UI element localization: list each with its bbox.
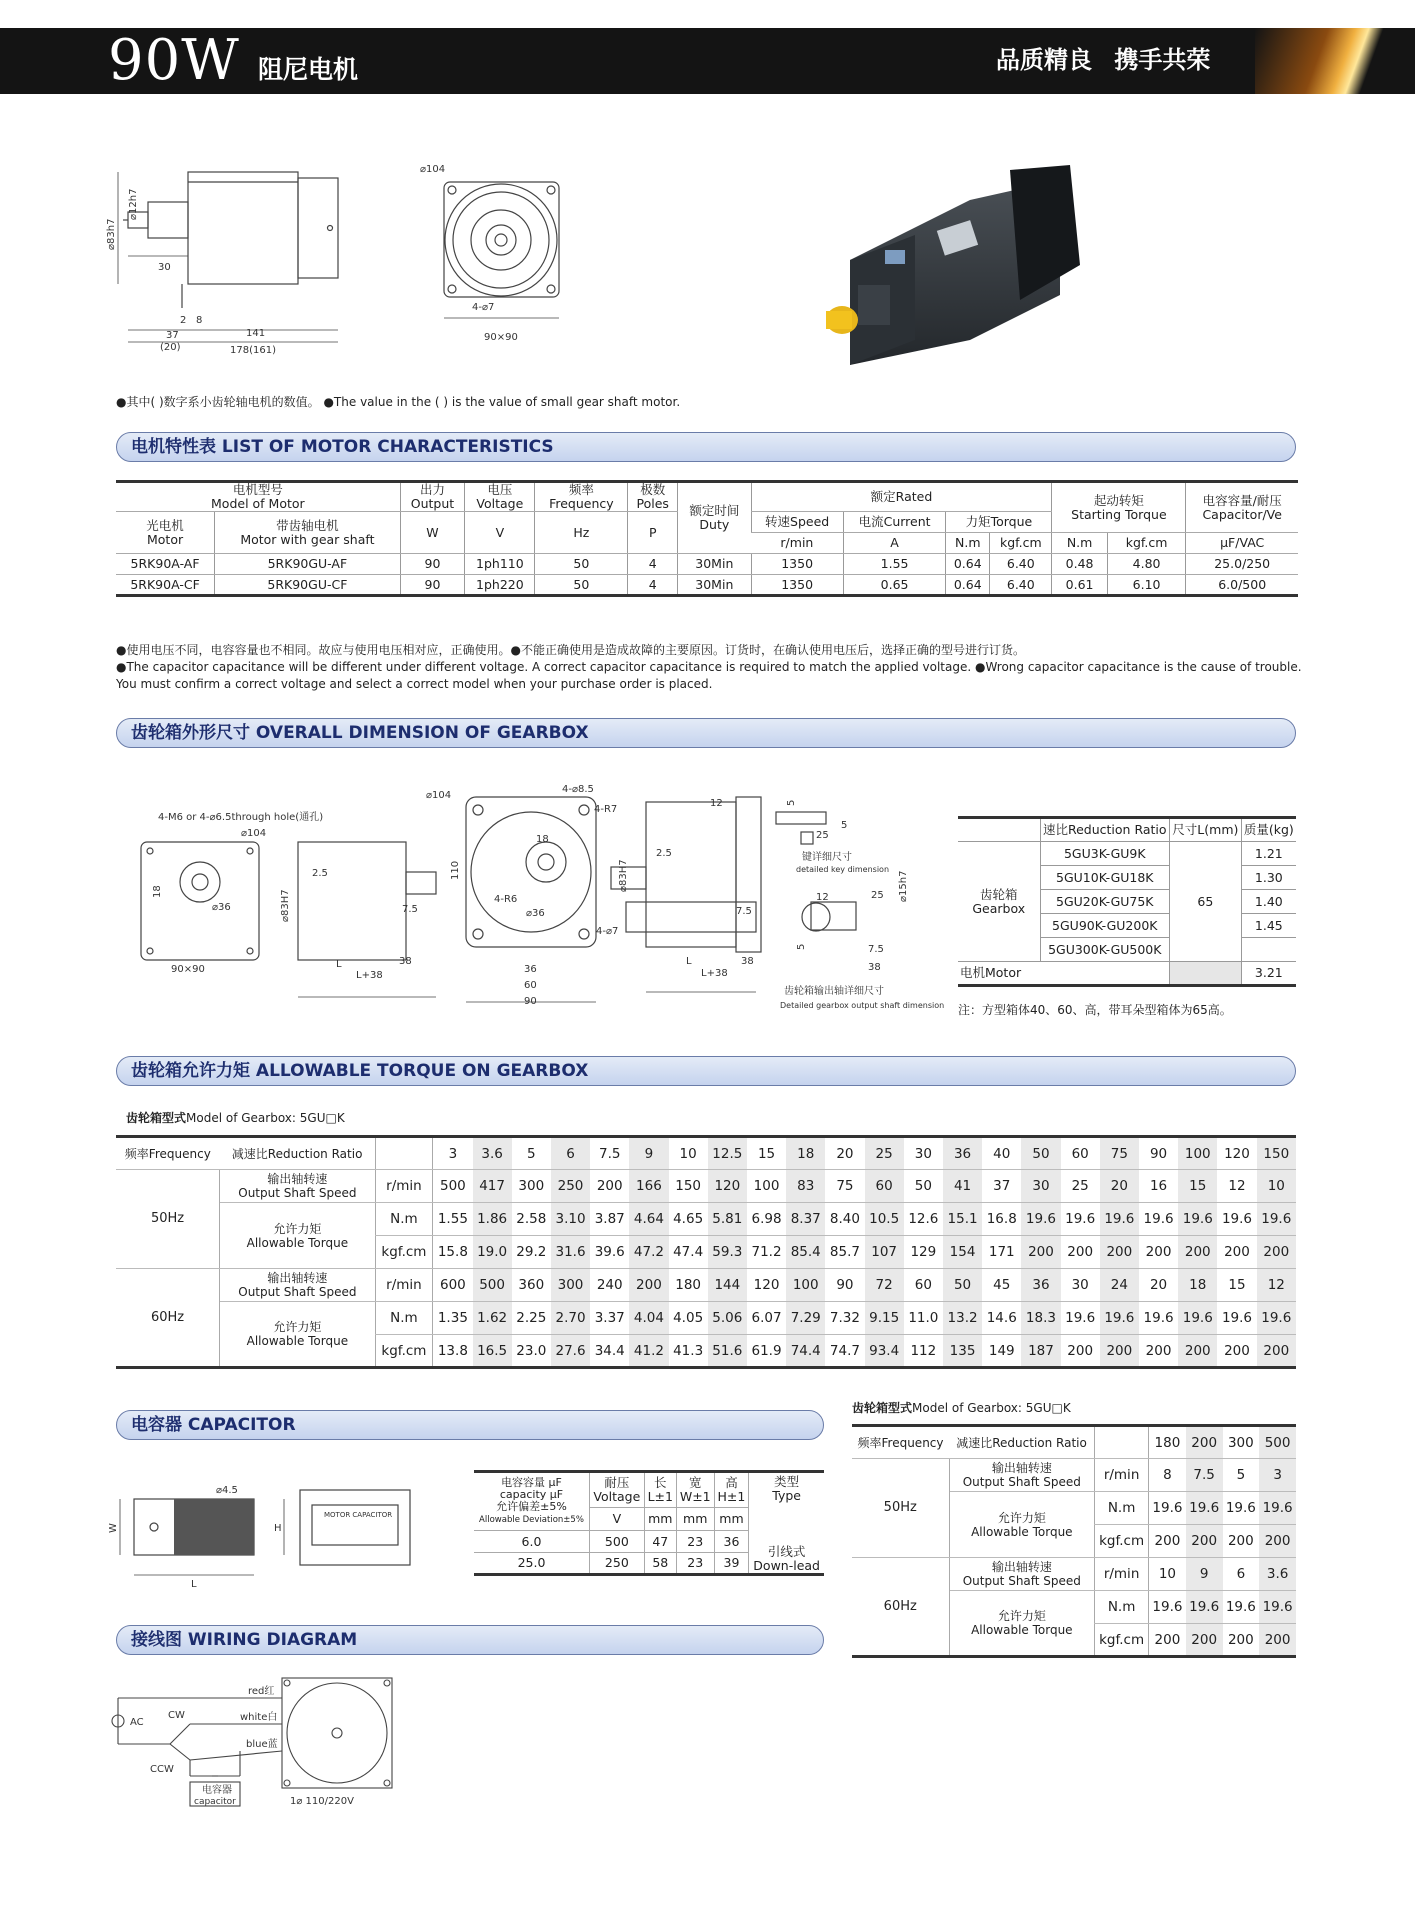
- wiring-diagram: [110, 1676, 400, 1816]
- torque-value-cell: 9.15: [865, 1302, 904, 1335]
- motor-dim-shaft: ⌀83h7: [106, 218, 117, 250]
- note-voltage-en1: ●The capacitor capacitance will be different under different voltage. A correct capacitor capacitance is required to match the applied voltage. ●Wrong capacitor capacitance is the cause of trouble.: [116, 660, 1302, 674]
- ratio-header-cell: 3: [433, 1137, 473, 1170]
- torque-value-cell: 4.04: [629, 1302, 668, 1335]
- motor-dim-141: 141: [246, 328, 266, 339]
- svg-text:25: 25: [816, 830, 829, 841]
- torque-value-cell: 60: [865, 1170, 904, 1203]
- torque-value-cell: 16.8: [982, 1203, 1021, 1236]
- torque-value-cell: 107: [865, 1236, 904, 1269]
- torque-value-cell: 18: [1178, 1269, 1217, 1302]
- svg-text:18: 18: [536, 834, 549, 845]
- svg-text:7.5: 7.5: [868, 944, 884, 955]
- ratio-header-cell: 100: [1178, 1137, 1217, 1170]
- motor-side-drawing: [108, 160, 398, 360]
- header-flare-decoration: [1255, 28, 1415, 94]
- torque-value-cell: 19.6: [1139, 1203, 1178, 1236]
- torque-value-cell: 300: [551, 1269, 590, 1302]
- torque-value-cell: 12: [1217, 1170, 1256, 1203]
- svg-text:18: 18: [152, 885, 163, 898]
- svg-text:⌀83H7: ⌀83H7: [280, 889, 291, 922]
- ratio-header-cell: 180: [1149, 1426, 1186, 1459]
- torque-value-cell: 50: [904, 1170, 943, 1203]
- torque-value-cell: 200: [590, 1170, 629, 1203]
- svg-text:5: 5: [786, 799, 797, 806]
- torque-value-cell: 6: [1223, 1558, 1260, 1591]
- torque-value-cell: 23.0: [512, 1335, 551, 1368]
- svg-text:12: 12: [816, 892, 829, 903]
- motor-product-photo: [810, 165, 1095, 390]
- svg-text:38: 38: [741, 956, 754, 967]
- svg-text:4-R7: 4-R7: [594, 804, 618, 815]
- torque-model-label: 齿轮箱型式Model of Gearbox: 5GU□K: [126, 1111, 345, 1125]
- svg-text:CCW: CCW: [150, 1764, 174, 1775]
- ratio-header-cell: 20: [825, 1137, 864, 1170]
- torque-value-cell: 2.25: [512, 1302, 551, 1335]
- torque-value-cell: 3.87: [590, 1203, 629, 1236]
- torque-value-cell: 10.5: [865, 1203, 904, 1236]
- torque-value-cell: 200: [1259, 1624, 1296, 1657]
- torque-value-cell: 30: [1021, 1170, 1060, 1203]
- torque-table: 频率Frequency 减速比Reduction Ratio 3 3.6 5 6 7.5 9 10 12.5 15 18 20 25 30 36 40 50 60 75 90 100 120 150 50Hz 输出轴转速 Output Shaft Speed r/min 500 417 300 250 200 166 150 120 100 83 75 60 50 41 37 30 25 20 16 15 12 10 允许力矩 Allowable Torque N.m 1.55 1.86 2.58 3.10 3.87 4.64 4.65 5.81 6.98 8.37 8.40 10.5 12.6 15.1 16.8 19.6 19.6 19.6 19.6 19.6 19.6 19.6 kgf.cm 15.8 19.0 29.2 31.6 39.6 47.2 47.4 59.3 71.2 85.4 85.7 107 129 154 171 200 200 200 200 200 200 200 60Hz 输出轴转速 Output Shaft Speed r/min 600 500 360 300 240 200 180 144 120 100 90 72 60 50 45 36 30 24 20 18 15 12 允许力矩 Allowable Torque N.m 1.35 1.62 2.25 2.70 3.37 4.04 4.05 5.06 6.07 7.29 7.32 9.15 11.0 13.2 14.6 18.3 19.6 19.6 19.6 19.6 19.6 19.6 kgf.cm 13.8 16.5 23.0 27.6 34.4 41.2 41.3 51.6 61.9 74.4 74.7 93.4 112 135 149 187 200 200 200 200 200 200: [116, 1135, 1296, 1369]
- torque-value-cell: 120: [747, 1269, 786, 1302]
- svg-text:H: H: [274, 1523, 282, 1534]
- svg-text:4-R6: 4-R6: [494, 894, 518, 905]
- torque-value-cell: 200: [1061, 1335, 1100, 1368]
- torque-value-cell: 200: [1217, 1335, 1256, 1368]
- torque-value-cell: 6.98: [747, 1203, 786, 1236]
- header-title-big: 90W: [108, 28, 240, 93]
- svg-text:⌀83H7: ⌀83H7: [618, 859, 629, 892]
- torque-value-cell: 13.8: [433, 1335, 473, 1368]
- torque-value-cell: 200: [1139, 1335, 1178, 1368]
- torque-value-cell: 200: [1257, 1335, 1296, 1368]
- ratio-header-cell: 50: [1021, 1137, 1060, 1170]
- torque-value-cell: 1.86: [473, 1203, 512, 1236]
- svg-text:MOTOR CAPACITOR: MOTOR CAPACITOR: [324, 1511, 393, 1519]
- torque-value-cell: 3: [1259, 1459, 1296, 1492]
- torque-value-cell: 1.62: [473, 1302, 512, 1335]
- torque-value-cell: 83: [786, 1170, 825, 1203]
- svg-text:键详细尺寸: 键详细尺寸: [802, 852, 852, 863]
- motor-dim-37: 37: [166, 330, 179, 341]
- torque-value-cell: 25: [1061, 1170, 1100, 1203]
- svg-text:90×90: 90×90: [171, 964, 205, 975]
- ratio-header-cell: 120: [1217, 1137, 1256, 1170]
- torque-value-cell: 37: [982, 1170, 1021, 1203]
- note-voltage-en2: You must confirm a correct voltage and select a correct model when your purchase order is placed.: [116, 677, 713, 691]
- svg-text:L+38: L+38: [701, 968, 728, 979]
- page-header: [0, 28, 1415, 94]
- svg-text:25: 25: [871, 890, 884, 901]
- torque-value-cell: 120: [708, 1170, 747, 1203]
- svg-text:5: 5: [796, 943, 807, 950]
- ratio-header-cell: 12.5: [708, 1137, 747, 1170]
- torque-value-cell: 29.2: [512, 1236, 551, 1269]
- torque-value-cell: 50: [943, 1269, 982, 1302]
- torque-value-cell: 200: [1186, 1525, 1223, 1558]
- torque-value-cell: 18.3: [1021, 1302, 1060, 1335]
- svg-text:38: 38: [868, 962, 881, 973]
- svg-text:⌀104: ⌀104: [426, 790, 452, 801]
- torque-value-cell: 8.37: [786, 1203, 825, 1236]
- capacitor-drawing: [108, 1475, 436, 1595]
- torque-value-cell: 19.0: [473, 1236, 512, 1269]
- svg-text:电容器: 电容器: [202, 1785, 232, 1796]
- torque-value-cell: 19.6: [1149, 1591, 1186, 1624]
- torque-value-cell: 24: [1100, 1269, 1139, 1302]
- torque-value-cell: 19.6: [1149, 1492, 1186, 1525]
- torque-value-cell: 171: [982, 1236, 1021, 1269]
- torque-value-cell: 5.81: [708, 1203, 747, 1236]
- torque-value-cell: 19.6: [1259, 1591, 1296, 1624]
- torque-value-cell: 200: [1259, 1525, 1296, 1558]
- torque-value-cell: 75: [825, 1170, 864, 1203]
- svg-text:60: 60: [524, 980, 537, 991]
- torque-value-cell: 200: [629, 1269, 668, 1302]
- torque-value-cell: 417: [473, 1170, 512, 1203]
- torque-value-cell: 51.6: [708, 1335, 747, 1368]
- torque-value-cell: 8: [1149, 1459, 1186, 1492]
- torque-value-cell: 200: [1178, 1236, 1217, 1269]
- capacitor-table: 电容容量 μF capacity μF 允许偏差±5% Allowable Deviation±5% 耐压 Voltage 长 L±1 宽 W±1 高 H±1 类型 Type 引线式 Down-lead V mm mm mm 6.0 500 47 23 36 25.0 250 58 23 39: [474, 1470, 824, 1576]
- torque-value-cell: 45: [982, 1269, 1021, 1302]
- torque-value-cell: 200: [1021, 1236, 1060, 1269]
- ratio-header-cell: 9: [629, 1137, 668, 1170]
- torque-value-cell: 7.32: [825, 1302, 864, 1335]
- ratio-header-cell: 150: [1257, 1137, 1296, 1170]
- torque-value-cell: 19.6: [1257, 1302, 1296, 1335]
- svg-text:detailed key dimension: detailed key dimension: [796, 865, 890, 874]
- rated-header: 额定Rated: [751, 482, 1052, 512]
- torque-value-cell: 2.70: [551, 1302, 590, 1335]
- svg-text:blue蓝: blue蓝: [246, 1739, 278, 1750]
- motor-front-dim-holes: 4-⌀7: [472, 302, 495, 313]
- motor-characteristics-table: 电机型号 Model of Motor 出力 Output 电压 Voltage 频率 Frequency 极数 Poles 额定时间 Duty 额定Rated 起动转矩 Starting Torque 电容容量/耐压 Capacitor/Ve 光电机 Motor 带齿轴电机 Motor with gear shaft W V Hz P 转速Speed 电流Current 力矩Torque r/min A N.m kgf.cm N.m kgf.cm μF/VAC 5RK90A-AF 5RK90GU-AF 90 1ph110 50 4 30Min 1350 1.55 0.64 6.40 0.48 4.80 25.0/250 5RK90A-CF 5RK90GU-CF 90 1ph220 50 4 30Min 1350 0.65 0.64 6.40 0.61 6.10 6.0/500: [116, 480, 1298, 597]
- torque-value-cell: 200: [1100, 1236, 1139, 1269]
- svg-text:7.5: 7.5: [736, 906, 752, 917]
- torque-value-cell: 39.6: [590, 1236, 629, 1269]
- torque-value-cell: 200: [1100, 1335, 1139, 1368]
- torque2-model-label: 齿轮箱型式Model of Gearbox: 5GU□K: [852, 1401, 1071, 1415]
- svg-text:L: L: [686, 956, 692, 967]
- ratio-header-cell: 18: [786, 1137, 825, 1170]
- torque-value-cell: 31.6: [551, 1236, 590, 1269]
- torque-value-cell: 200: [1178, 1335, 1217, 1368]
- motor-front-drawing: [414, 160, 584, 350]
- torque-value-cell: 27.6: [551, 1335, 590, 1368]
- torque-value-cell: 60: [904, 1269, 943, 1302]
- table-row: 5RK90A-AF 5RK90GU-AF 90 1ph110 50 4 30Min 1350 1.55 0.64 6.40 0.48 4.80 25.0/250: [116, 554, 1298, 575]
- torque-value-cell: 72: [865, 1269, 904, 1302]
- torque-value-cell: 1.35: [433, 1302, 473, 1335]
- gearbox-dimension-drawing: [116, 772, 945, 1022]
- svg-text:L+38: L+38: [356, 970, 383, 981]
- torque-value-cell: 100: [747, 1170, 786, 1203]
- torque-value-cell: 19.6: [1100, 1203, 1139, 1236]
- torque-value-cell: 93.4: [865, 1335, 904, 1368]
- torque-value-cell: 19.6: [1178, 1302, 1217, 1335]
- ratio-header-cell: 6: [551, 1137, 590, 1170]
- svg-text:white白: white白: [240, 1712, 278, 1723]
- motor-front-dim-90: 90×90: [484, 332, 518, 343]
- torque-value-cell: 200: [1217, 1236, 1256, 1269]
- torque-value-cell: 20: [1100, 1170, 1139, 1203]
- torque-value-cell: 166: [629, 1170, 668, 1203]
- ratio-header-cell: 15: [747, 1137, 786, 1170]
- ratio-header-cell: 60: [1061, 1137, 1100, 1170]
- torque-value-cell: 4.65: [669, 1203, 708, 1236]
- gb-label-mounting: 4-M6 or 4-⌀6.5through hole(通孔): [158, 812, 324, 823]
- ratio-header-cell: 36: [943, 1137, 982, 1170]
- torque-value-cell: 4.64: [629, 1203, 668, 1236]
- torque-value-cell: 135: [943, 1335, 982, 1368]
- svg-text:L: L: [191, 1579, 197, 1590]
- section-capacitor: 电容器 CAPACITOR: [116, 1410, 824, 1440]
- motor-front-dim-104: ⌀104: [420, 164, 446, 175]
- section-wiring-diagram: 接线图 WIRING DIAGRAM: [116, 1625, 824, 1655]
- torque-value-cell: 19.6: [1223, 1492, 1260, 1525]
- torque-value-cell: 19.6: [1223, 1591, 1260, 1624]
- torque-value-cell: 3.10: [551, 1203, 590, 1236]
- torque-value-cell: 9: [1186, 1558, 1223, 1591]
- torque-value-cell: 19.6: [1217, 1302, 1256, 1335]
- motor-dim-30: 30: [158, 262, 171, 273]
- motor-dim-shaft-dia: ⌀12h7: [128, 188, 139, 220]
- header-slogan: 品质精良 携手共荣: [996, 46, 1211, 74]
- torque-value-cell: 85.4: [786, 1236, 825, 1269]
- torque-value-cell: 19.6: [1186, 1492, 1223, 1525]
- torque-value-cell: 20: [1139, 1269, 1178, 1302]
- svg-text:4-⌀8.5: 4-⌀8.5: [562, 784, 594, 795]
- torque-value-cell: 1.55: [433, 1203, 473, 1236]
- svg-text:5: 5: [841, 820, 848, 831]
- torque-value-cell: 10: [1149, 1558, 1186, 1591]
- torque-value-cell: 7.5: [1186, 1459, 1223, 1492]
- svg-text:CW: CW: [168, 1710, 185, 1721]
- torque-value-cell: 500: [433, 1170, 473, 1203]
- ratio-header-cell: 30: [904, 1137, 943, 1170]
- svg-text:12: 12: [710, 798, 723, 809]
- motor-dim-8: 8: [196, 315, 203, 326]
- torque-value-cell: 41.2: [629, 1335, 668, 1368]
- svg-text:⌀15h7: ⌀15h7: [898, 870, 909, 902]
- ratio-header-cell: 25: [865, 1137, 904, 1170]
- svg-text:AC: AC: [130, 1717, 144, 1728]
- torque-value-cell: 200: [1223, 1624, 1260, 1657]
- torque-value-cell: 600: [433, 1269, 473, 1302]
- torque-value-cell: 149: [982, 1335, 1021, 1368]
- ratio-header-cell: 200: [1186, 1426, 1223, 1459]
- section-gearbox-dimension: 齿轮箱外形尺寸 OVERALL DIMENSION OF GEARBOX: [116, 718, 1296, 748]
- torque-value-cell: 41.3: [669, 1335, 708, 1368]
- torque-value-cell: 200: [1139, 1236, 1178, 1269]
- torque-value-cell: 74.7: [825, 1335, 864, 1368]
- section-allowable-torque: 齿轮箱允许力矩 ALLOWABLE TORQUE ON GEARBOX: [116, 1056, 1296, 1086]
- ratio-header-cell: 40: [982, 1137, 1021, 1170]
- torque-value-cell: 200: [1186, 1624, 1223, 1657]
- svg-text:110: 110: [450, 860, 461, 880]
- torque-value-cell: 6.07: [747, 1302, 786, 1335]
- section-motor-characteristics: 电机特性表 LIST OF MOTOR CHARACTERISTICS: [116, 432, 1296, 462]
- ratio-header-cell: 90: [1139, 1137, 1178, 1170]
- svg-text:齿轮箱输出轴详细尺寸: 齿轮箱输出轴详细尺寸: [784, 986, 884, 997]
- torque-value-cell: 200: [1149, 1624, 1186, 1657]
- torque-value-cell: 30: [1061, 1269, 1100, 1302]
- torque-value-cell: 19.6: [1021, 1203, 1060, 1236]
- torque-value-cell: 250: [551, 1170, 590, 1203]
- svg-text:Detailed gearbox output shaft: Detailed gearbox output shaft dimension: [780, 1001, 945, 1010]
- svg-text:red红: red红: [248, 1686, 275, 1697]
- svg-text:7.5: 7.5: [402, 904, 418, 915]
- torque-value-cell: 154: [943, 1236, 982, 1269]
- torque-value-cell: 15: [1178, 1170, 1217, 1203]
- torque-value-cell: 3.37: [590, 1302, 629, 1335]
- torque-value-cell: 360: [512, 1269, 551, 1302]
- torque-table-high-ratio: 频率Frequency 减速比Reduction Ratio 180 200 300 500 50Hz 输出轴转速 Output Shaft Speed r/min 8 7.5 5 3 允许力矩 Allowable Torque N.m 19.6 19.6 19.6 19.6 kgf.cm 200 200 200 200 60Hz 输出轴转速 Output Shaft Speed r/min 10 9 6 3.6 允许力矩 Allowable Torque N.m 19.6 19.6 19.6 19.6 kgf.cm 200 200 200 200: [852, 1424, 1296, 1658]
- svg-text:capacitor: capacitor: [194, 1797, 236, 1807]
- torque-value-cell: 7.29: [786, 1302, 825, 1335]
- torque-value-cell: 100: [786, 1269, 825, 1302]
- torque-value-cell: 10: [1257, 1170, 1296, 1203]
- svg-text:⌀36: ⌀36: [526, 908, 545, 919]
- torque-value-cell: 61.9: [747, 1335, 786, 1368]
- svg-text:2.5: 2.5: [312, 868, 328, 879]
- header-title-sub: 阻尼电机: [258, 55, 359, 84]
- svg-text:36: 36: [524, 964, 537, 975]
- torque-value-cell: 71.2: [747, 1236, 786, 1269]
- torque-value-cell: 90: [825, 1269, 864, 1302]
- ratio-header-cell: 500: [1259, 1426, 1296, 1459]
- torque-value-cell: 41: [943, 1170, 982, 1203]
- svg-text:4-⌀7: 4-⌀7: [596, 926, 619, 937]
- torque-value-cell: 144: [708, 1269, 747, 1302]
- torque-value-cell: 19.6: [1100, 1302, 1139, 1335]
- torque-value-cell: 16.5: [473, 1335, 512, 1368]
- svg-text:2.5: 2.5: [656, 848, 672, 859]
- motor-dim-2: 2: [180, 315, 187, 326]
- torque-value-cell: 74.4: [786, 1335, 825, 1368]
- torque-value-cell: 19.6: [1257, 1203, 1296, 1236]
- torque-value-cell: 19.6: [1186, 1591, 1223, 1624]
- svg-text:L: L: [336, 959, 342, 970]
- torque-value-cell: 150: [669, 1170, 708, 1203]
- motor-dim-178: 178(161): [230, 345, 276, 356]
- torque-value-cell: 240: [590, 1269, 629, 1302]
- torque-value-cell: 4.05: [669, 1302, 708, 1335]
- torque-value-cell: 15.8: [433, 1236, 473, 1269]
- torque-value-cell: 36: [1021, 1269, 1060, 1302]
- torque-value-cell: 3.6: [1259, 1558, 1296, 1591]
- table-row: 25.0 250 58 23 39: [474, 1553, 824, 1575]
- svg-text:W: W: [108, 1523, 119, 1533]
- torque-value-cell: 19.6: [1061, 1302, 1100, 1335]
- torque-value-cell: 180: [669, 1269, 708, 1302]
- svg-text:1⌀ 110/220V: 1⌀ 110/220V: [290, 1796, 354, 1807]
- torque-value-cell: 47.4: [669, 1236, 708, 1269]
- torque-value-cell: 300: [512, 1170, 551, 1203]
- torque-value-cell: 16: [1139, 1170, 1178, 1203]
- note-voltage-cn: ●使用电压不同，电容容量也不相同。故应与使用电压相对应，正确使用。●不能正确使用是造成故障的主要原因。订货时，在确认使用电压后，选择正确的型号进行订货。: [116, 643, 1025, 657]
- torque-value-cell: 200: [1149, 1525, 1186, 1558]
- ratio-header-cell: 300: [1223, 1426, 1260, 1459]
- torque-value-cell: 59.3: [708, 1236, 747, 1269]
- torque-value-cell: 13.2: [943, 1302, 982, 1335]
- note-gearbox-height: 注：方型箱体40、60、高，带耳朵型箱体为65高。: [958, 1003, 1232, 1017]
- torque-value-cell: 200: [1223, 1525, 1260, 1558]
- ratio-header-cell: 75: [1100, 1137, 1139, 1170]
- torque-value-cell: 129: [904, 1236, 943, 1269]
- torque-value-cell: 19.6: [1178, 1203, 1217, 1236]
- torque-value-cell: 2.58: [512, 1203, 551, 1236]
- table-row: 6.0 500 47 23 36: [474, 1531, 824, 1553]
- torque-value-cell: 19.6: [1217, 1203, 1256, 1236]
- table-row: 5RK90A-CF 5RK90GU-CF 90 1ph220 50 4 30Min 1350 0.65 0.64 6.40 0.61 6.10 6.0/500: [116, 575, 1298, 596]
- torque-value-cell: 47.2: [629, 1236, 668, 1269]
- torque-value-cell: 19.6: [1259, 1492, 1296, 1525]
- torque-value-cell: 500: [473, 1269, 512, 1302]
- torque-value-cell: 187: [1021, 1335, 1060, 1368]
- torque-value-cell: 112: [904, 1335, 943, 1368]
- torque-value-cell: 19.6: [1061, 1203, 1100, 1236]
- svg-text:38: 38: [399, 956, 412, 967]
- torque-value-cell: 15.1: [943, 1203, 982, 1236]
- svg-text:⌀4.5: ⌀4.5: [216, 1485, 238, 1496]
- ratio-header-cell: 7.5: [590, 1137, 629, 1170]
- torque-value-cell: 12.6: [904, 1203, 943, 1236]
- gearbox-mass-table: 速比Reduction Ratio 尺寸L(mm) 质量(kg) 齿轮箱 Gearbox 5GU3K-GU9K 65 1.21 5GU10K-GU18K 1.30 5GU20K-GU75K 1.40 5GU90K-GU200K 1.45 5GU300K-GU500K 电机Motor 3.21: [958, 816, 1296, 987]
- svg-text:⌀104: ⌀104: [241, 828, 267, 839]
- note-small-gear: ●其中( )数字系小齿轮轴电机的数值。 ●The value in the ( ) is the value of small gear shaft motor.: [116, 395, 681, 409]
- ratio-header-cell: 5: [512, 1137, 551, 1170]
- torque-value-cell: 200: [1257, 1236, 1296, 1269]
- torque-value-cell: 11.0: [904, 1302, 943, 1335]
- torque-value-cell: 200: [1061, 1236, 1100, 1269]
- torque-value-cell: 85.7: [825, 1236, 864, 1269]
- torque-value-cell: 19.6: [1139, 1302, 1178, 1335]
- torque-value-cell: 8.40: [825, 1203, 864, 1236]
- torque-value-cell: 15: [1217, 1269, 1256, 1302]
- torque-value-cell: 14.6: [982, 1302, 1021, 1335]
- svg-text:⌀36: ⌀36: [212, 902, 231, 913]
- motor-dim-20: (20): [160, 342, 181, 353]
- torque-value-cell: 5: [1223, 1459, 1260, 1492]
- torque-value-cell: 34.4: [590, 1335, 629, 1368]
- ratio-header-cell: 3.6: [473, 1137, 512, 1170]
- ratio-header-cell: 10: [669, 1137, 708, 1170]
- torque-value-cell: 12: [1257, 1269, 1296, 1302]
- svg-text:90: 90: [524, 996, 537, 1007]
- torque-value-cell: 5.06: [708, 1302, 747, 1335]
